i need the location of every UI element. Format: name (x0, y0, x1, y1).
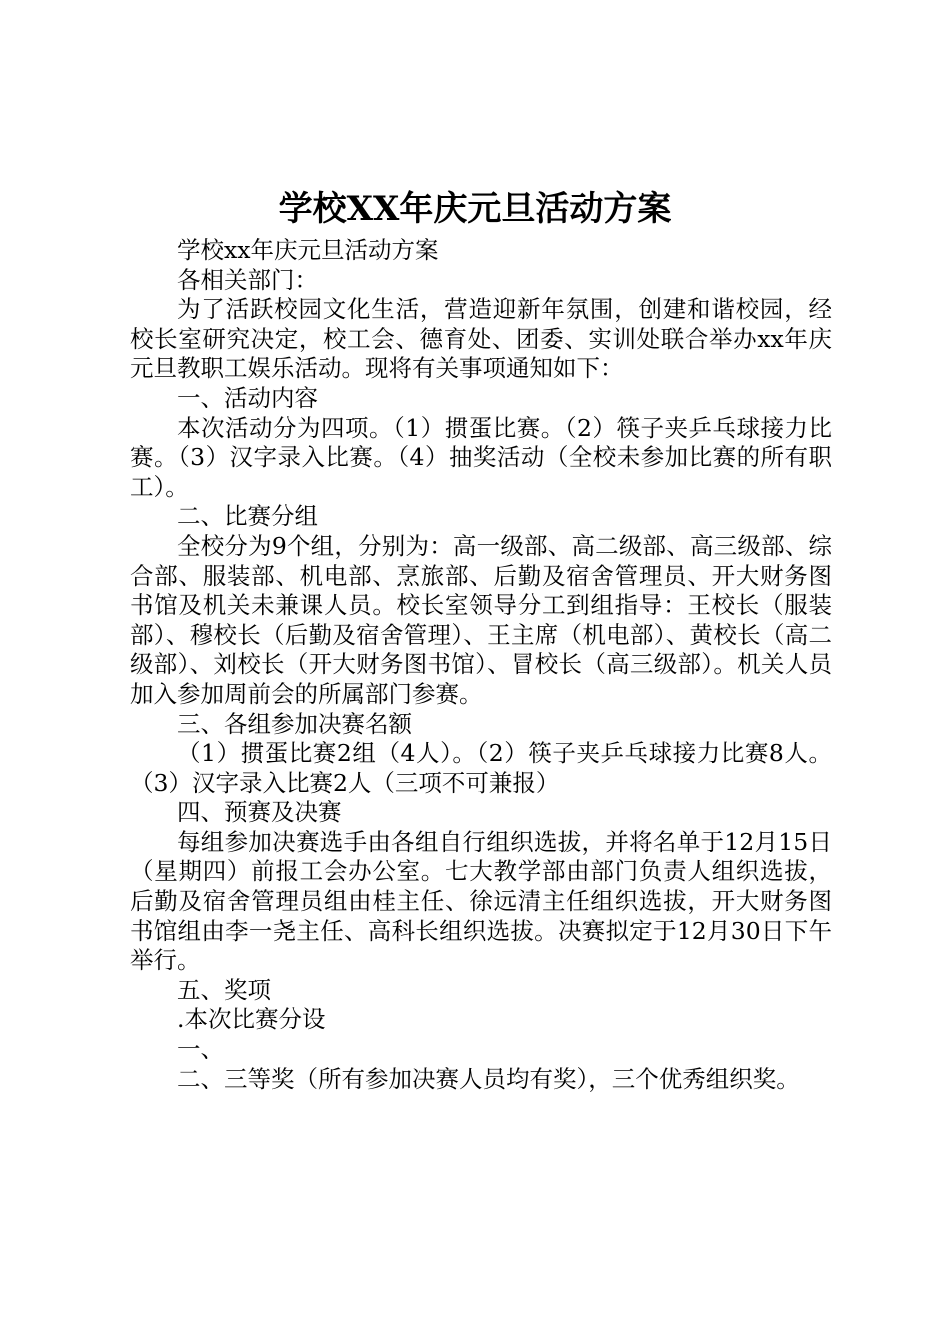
paragraph-preliminary-final: 每组参加决赛选手由各组自行组织选拔，并将名单于12月15日（星期四）前报工会办公室。七大教学部由部门负责人组织选拔，后勤及宿舍管理员组由桂主任、徐远清主任组织选拔，开大财务图书馆组由李一尧主任、高科长组织选拔。决赛拟定于12月30日下午举行。 (130, 827, 832, 975)
paragraph-awards-setup: .本次比赛分设 (177, 1005, 326, 1034)
section-heading-preliminary-final: 四、预赛及决赛 (177, 798, 342, 827)
section-heading-grouping: 二、比赛分组 (177, 502, 318, 531)
paragraph-awards-first: 一、 (177, 1035, 224, 1064)
paragraph-subtitle: 学校xx年庆元旦活动方案 (177, 236, 439, 264)
paragraph-awards-second-third: 二、三等奖（所有参加决赛人员均有奖），三个优秀组织奖。 (177, 1064, 800, 1093)
paragraph-salutation: 各相关部门： (177, 265, 318, 294)
section-heading-final-quota: 三、各组参加决赛名额 (177, 709, 412, 738)
paragraph-final-quota: （1）掼蛋比赛2组（4人）。（2）筷子夹乒乓球接力比赛8人。（3）汉字录入比赛2人（三项不可兼报） (130, 739, 832, 797)
document-title: 学校XX年庆元旦活动方案 (278, 189, 672, 229)
document-body (130, 236, 832, 1094)
paragraph-activity-content: 本次活动分为四项。（1）掼蛋比赛。（2）筷子夹乒乓球接力比赛。（3）汉字录入比赛。（4）抽奖活动（全校未参加比赛的所有职工）。 (130, 413, 832, 501)
section-heading-awards: 五、奖项 (177, 975, 271, 1004)
paragraph-grouping: 全校分为9个组，分别为：高一级部、高二级部、高三级部、综合部、服装部、机电部、烹旅部、后勤及宿舍管理员、开大财务图书馆及机关未兼课人员。校长室领导分工到组指导：王校长（服装部）、穆校长（后勤及宿舍管理）、王主席（机电部）、黄校长（高二级部）、刘校长（开大财务图书馆）、冒校长（高三级部）。机关人员加入参加周前会的所属部门参赛。 (130, 531, 832, 708)
paragraph-intro: 为了活跃校园文化生活，营造迎新年氛围，创建和谐校园，经校长室研究决定，校工会、德育处、团委、实训处联合举办xx年庆元旦教职工娱乐活动。现将有关事项通知如下： (130, 295, 832, 383)
section-heading-activity-content: 一、活动内容 (177, 383, 318, 412)
